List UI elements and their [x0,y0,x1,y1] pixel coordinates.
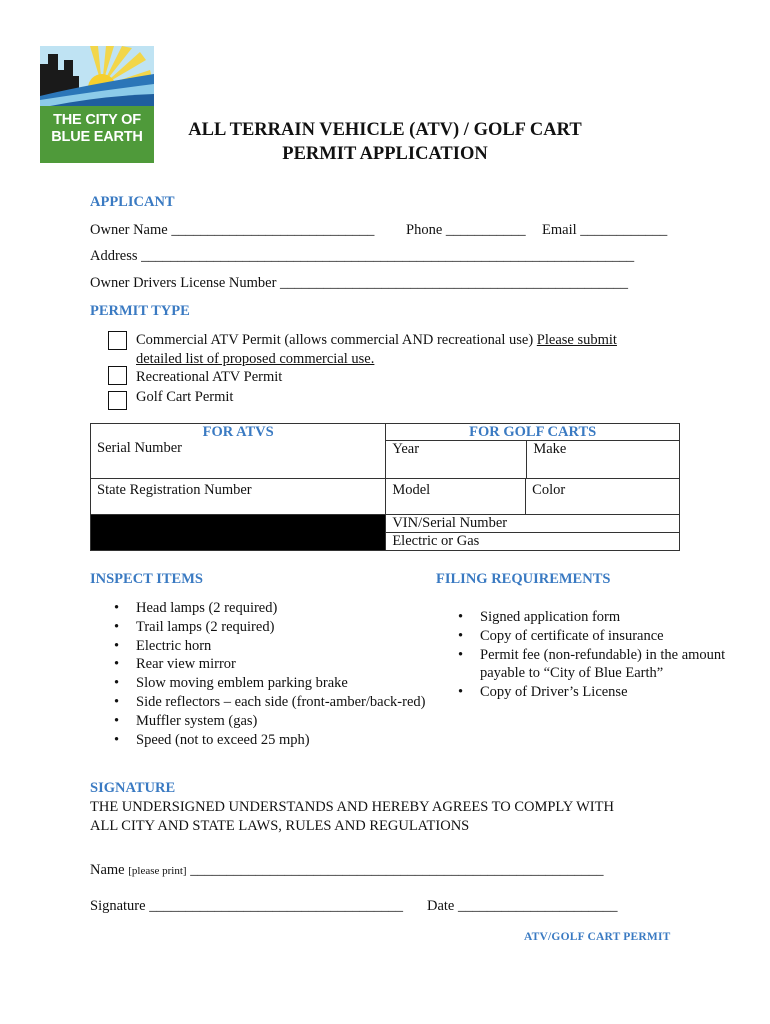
vin-cell[interactable] [386,515,680,533]
license-field[interactable]: Owner Drivers License Number ________________________________________________ [90,275,629,291]
logo-text [40,112,154,146]
name-line: _________________________________________________________ [190,862,604,878]
list-item: • Electric horn [114,637,454,656]
name-label: Name [90,862,125,878]
recreational-atv-checkbox[interactable] [108,366,127,385]
inspect-items-list [114,599,454,749]
make-cell[interactable] [526,440,679,478]
commercial-atv-checkbox[interactable] [108,331,127,350]
list-item: • Copy of Driver’s License [458,683,748,702]
signature-field[interactable]: Signature ___________________________________ [90,898,403,914]
commercial-note-continued: detailed list of proposed commercial use. [136,351,375,367]
state-registration-cell[interactable] [91,479,386,515]
applicant-heading: APPLICANT [90,194,175,210]
signature-heading: SIGNATURE [90,780,176,796]
golf-header-cell [386,424,680,479]
list-item: • Speed (not to exceed 25 mph) [114,731,454,750]
electric-gas-label: Electric or Gas [392,533,480,549]
color-label: Color [532,482,566,498]
list-item: • Rear view mirror [114,655,454,674]
model-cell[interactable] [386,479,526,515]
owner-name-field[interactable]: Owner Name ____________________________ [90,222,375,238]
title-line-2: PERMIT APPLICATION [282,144,488,164]
list-item: • Permit fee (non-refundable) in the amount payable to “City of Blue Earth” [458,646,748,684]
list-item: • Slow moving emblem parking brake [114,674,454,693]
state-registration-label: State Registration Number [97,482,252,498]
footer-label: ATV/GOLF CART PERMIT [524,931,671,943]
date-field[interactable]: Date ______________________ [427,898,618,914]
list-item: • Muffler system (gas) [114,712,454,731]
agreement-line-1: THE UNDERSIGNED UNDERSTANDS AND HEREBY AGREES TO COMPLY WITH [90,799,614,815]
list-item: • Head lamps (2 required) [114,599,454,618]
golf-cart-label: Golf Cart Permit [136,389,234,405]
city-logo [40,46,154,163]
name-hint: [please print] [128,865,187,877]
logo-line-1: THE CITY OF [53,112,141,128]
golf-header: FOR GOLF CARTS [469,424,597,440]
agreement-line-2: ALL CITY AND STATE LAWS, RULES AND REGULATIONS [90,818,470,834]
serial-number-label: Serial Number [97,440,182,456]
atv-serial-cell[interactable] [91,424,386,479]
year-cell[interactable] [386,440,526,478]
phone-field[interactable]: Phone ___________ [406,222,526,238]
commercial-note: Please submit [536,332,617,348]
golf-cart-checkbox[interactable] [108,391,127,410]
list-item: • Trail lamps (2 required) [114,618,454,637]
year-label: Year [392,441,420,457]
list-item: • Side reflectors – each side (front-amber/back-red) [114,693,454,712]
agreement-statement [90,798,614,836]
name-field[interactable] [90,862,603,879]
model-label: Model [392,482,431,498]
commercial-atv-label: Commercial ATV Permit (allows commercial AND recreational use) [136,332,534,348]
blacked-out-cell [91,515,386,551]
list-item: • Copy of certificate of insurance [458,627,748,646]
inspect-items-heading: INSPECT ITEMS [90,571,203,587]
list-item: • Signed application form [458,608,748,627]
commercial-atv-option [136,332,617,349]
logo-line-2: BLUE EARTH [51,129,143,145]
page-title [140,118,630,166]
filing-requirements-list [458,608,748,702]
recreational-atv-label: Recreational ATV Permit [136,369,283,385]
vin-label: VIN/Serial Number [392,515,508,531]
make-label: Make [533,441,567,457]
email-field[interactable]: Email ____________ [542,222,668,238]
permit-type-heading: PERMIT TYPE [90,303,190,319]
address-field[interactable]: Address ____________________________________________________________________ [90,248,635,264]
title-line-1: ALL TERRAIN VEHICLE (ATV) / GOLF CART [188,120,582,140]
atv-header: FOR ATVS [202,424,274,440]
vehicle-info-table [90,423,680,551]
electric-gas-cell[interactable] [386,533,680,551]
filing-requirements-heading: FILING REQUIREMENTS [436,571,611,587]
color-cell[interactable] [526,479,680,515]
